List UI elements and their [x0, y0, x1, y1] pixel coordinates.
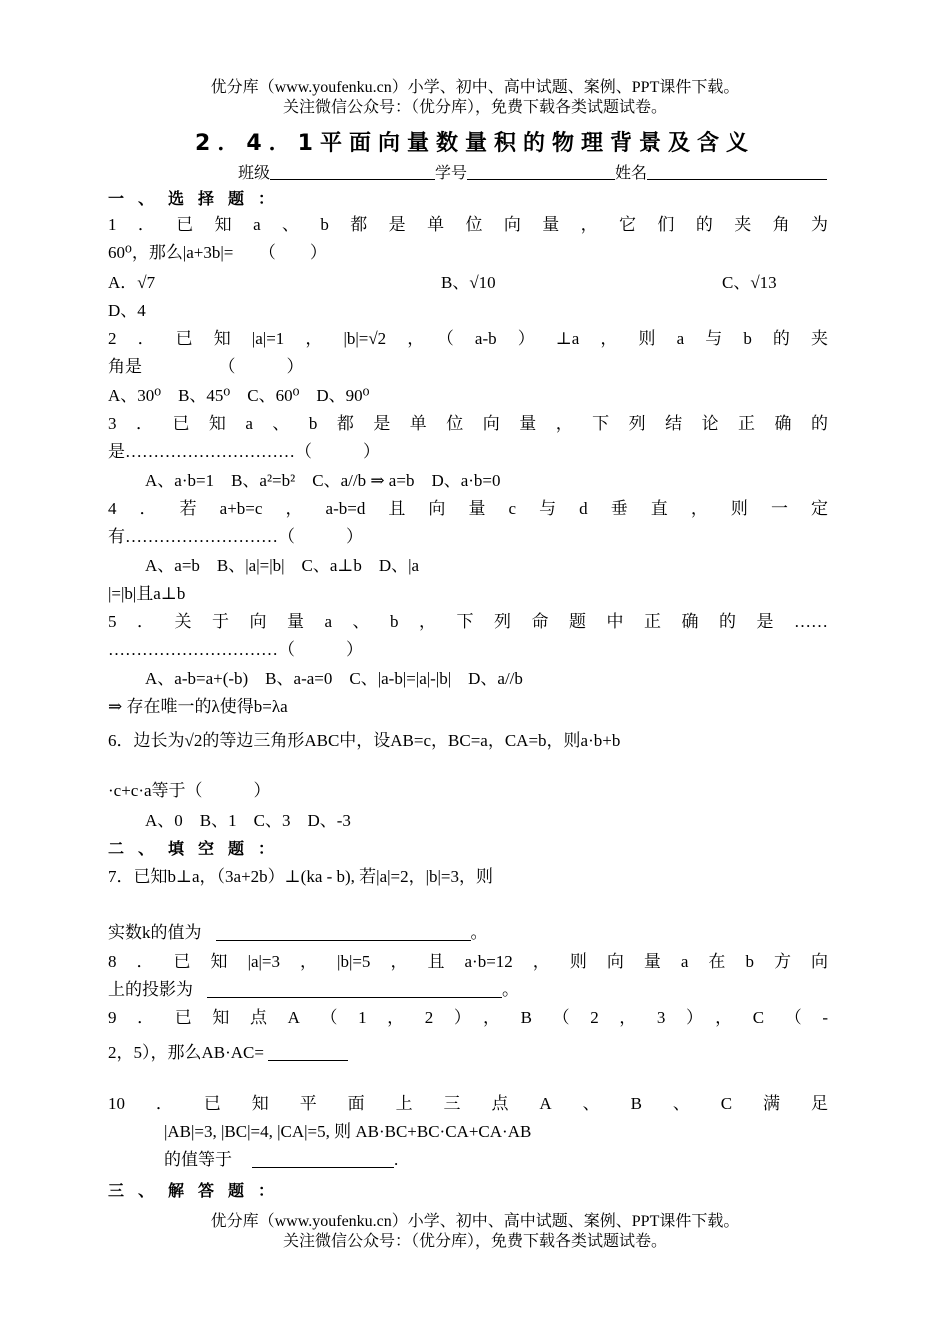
id-label: 学号	[435, 165, 468, 182]
q1-line-1: 1．已知a、b都是单位向量，它们的夹角为	[108, 215, 828, 234]
class-label: 班级	[238, 165, 271, 182]
q4-options-1: A、a=b B、|a|=|b| C、a⊥b D、|a	[145, 556, 420, 575]
section-solve-heading: 三、解答题：	[108, 1181, 289, 1200]
q7-line-1: 7．已知b⊥a，（3a+2b）⊥(ka - b), 若|a|=2，|b|=3，则	[108, 867, 494, 886]
page-title: 2．4．1平面向量数量积的物理背景及含义	[195, 131, 755, 156]
name-blank	[647, 163, 827, 180]
q1-option-a: A．√7	[108, 273, 156, 292]
q4-options-2: |=|b|且a⊥b	[108, 584, 186, 603]
q6-line-1: 6．边长为√2的等边三角形ABC中，设AB=c，BC=a，CA=b，则a·b+b	[108, 731, 621, 750]
q8-line-1: 8．已知|a|=3，|b|=5，且a·b=12，则向量a在b方向	[108, 952, 828, 971]
q6-line-2: ·c+c·a等于（ ）	[108, 781, 271, 800]
header-line-1: 优分库（www.youfenku.cn）小学、初中、高中试题、案例、PPT课件下载。	[210, 79, 740, 96]
section-choice-heading: 一、选择题：	[108, 189, 289, 208]
q3-line-2: 是…………………………（ ）	[108, 442, 380, 461]
q5-options-1: A、a-b=a+(-b) B、a-a=0 C、|a-b|=|a|-|b| D、a//b	[145, 669, 523, 688]
q5-line-1: 5．关于向量a、b，下列命题中正确的是……	[108, 612, 828, 631]
q8-line-2-wrap: 上的投影为 。	[108, 980, 519, 999]
q3-options: A、a·b=1 B、a²=b² C、a//b ⇒ a=b D、a·b=0	[145, 471, 501, 490]
q2-line-1: 2．已知|a|=1，|b|=√2，（a-b）⊥a，则a与b的夹	[108, 329, 828, 348]
q9-answer-blank	[268, 1044, 348, 1061]
q5-options-2: ⇒ 存在唯一的λ使得b=λa	[108, 697, 288, 716]
q6-options: A、0 B、1 C、3 D、-3	[145, 811, 351, 830]
name-label: 姓名	[615, 165, 648, 182]
q9-line-2: 2，5），那么AB·AC=	[108, 1043, 264, 1062]
class-blank	[270, 163, 435, 180]
q2-line-2: 角是 （ ）	[108, 357, 304, 376]
q10-line-2: |AB|=3, |BC|=4, |CA|=5, 则 AB·BC+BC·CA+CA·AB	[164, 1122, 532, 1141]
q10-line-1: 10．已知平面上三点A、B、C满足	[108, 1094, 828, 1113]
q4-line-1: 4．若a+b=c，a-b=d且向量c与d垂直，则一定	[108, 499, 828, 518]
q9-line-2-wrap	[108, 1042, 828, 1064]
footer-line-2: 关注微信公众号：（优分库），免费下载各类试题试卷。	[282, 1233, 667, 1250]
id-blank	[467, 163, 615, 180]
q4-line-2: 有………………………（ ）	[108, 527, 363, 546]
q1-options	[108, 272, 828, 294]
q7-line-2-wrap: 实数k的值为 。	[108, 923, 488, 942]
q1-option-b: B、√10	[441, 273, 496, 292]
q9-line-1: 9．已知点A（1，2），B（2，3），C（-	[108, 1008, 828, 1027]
q8-answer-blank	[207, 981, 502, 998]
q1-option-c: C、√13	[722, 273, 777, 292]
header-line-2: 关注微信公众号：（优分库），免费下载各类试题试卷。	[282, 99, 667, 116]
section-fill-heading: 二、填空题：	[108, 839, 289, 858]
q1-line-2: 60⁰，那么|a+3b|= （ ）	[108, 243, 327, 262]
footer-line-1: 优分库（www.youfenku.cn）小学、初中、高中试题、案例、PPT课件下载。	[210, 1213, 740, 1230]
q7-line-2: 实数k的值为	[108, 923, 202, 942]
q7-answer-blank	[216, 924, 471, 941]
q2-options: A、30⁰ B、45⁰ C、60⁰ D、90⁰	[108, 386, 370, 405]
q10-answer-blank	[252, 1151, 394, 1168]
student-info	[238, 160, 827, 183]
q5-line-2: …………………………（ ）	[108, 640, 363, 659]
q1-option-d: D、4	[108, 301, 146, 320]
q8-line-2: 上的投影为	[108, 980, 193, 999]
q3-line-1: 3．已知a、b都是单位向量，下列结论正确的	[108, 414, 828, 433]
q10-line-3-wrap: 的值等于 .	[164, 1150, 399, 1169]
q10-line-3: 的值等于	[164, 1150, 232, 1169]
